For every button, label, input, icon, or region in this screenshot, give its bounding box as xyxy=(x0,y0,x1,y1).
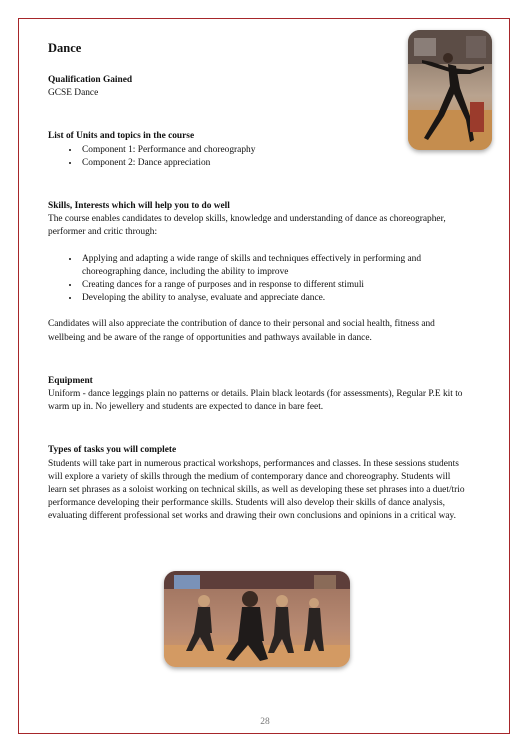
equipment-section xyxy=(48,375,468,415)
tasks-heading: Types of tasks you will complete xyxy=(48,445,177,456)
dance-class-photo xyxy=(164,571,350,667)
qualification-value: GCSE Dance xyxy=(48,88,99,99)
list-item: • Developing the ability to analyse, evaluate and appreciate dance. xyxy=(80,292,468,305)
units-heading: List of Units and topics in the course xyxy=(48,131,195,142)
qualification-heading: Qualification Gained xyxy=(48,75,133,85)
skills-section xyxy=(48,200,468,345)
list-item: • Creating dances for a range of purposes and in response to different stimuli xyxy=(80,279,468,292)
list-item: • Component 2: Dance appreciation xyxy=(80,157,468,170)
equipment-heading: Equipment xyxy=(48,375,93,386)
page-number: 28 xyxy=(260,717,270,727)
skills-heading: Skills, Interests which will help you to do well xyxy=(48,201,230,212)
list-item: • Component 1: Performance and choreography xyxy=(80,144,468,157)
tasks-text: Students will take part in numerous practical workshops, performances and classes. In these sessions students will explore a variety of skills through the medium of contemporary dance and choreography. Students will learn set phrases as a soloist working on technical skills, as well as developing these set phrases into a duet/trio performance developing their performance skills. Students will also develop their skills of dance analysis, evaluating different professional set works and drawing their own conclusions and opinions in a critical way. xyxy=(48,458,465,522)
list-item: • Applying and adapting a wide range of skills and techniques effectively in performing and choreographing dance, including the ability to improve xyxy=(80,253,468,279)
qualification-section xyxy=(48,74,468,100)
page-title: Dance xyxy=(48,41,82,55)
skills-outro: Candidates will also appreciate the contribution of dance to their personal and social health, fitness and wellbeing and be aware of the range of opportunities and pathways available in dance. xyxy=(48,319,435,343)
units-section xyxy=(48,130,468,170)
equipment-text: Uniform - dance leggings plain no patterns or details. Plain black leotards (for assessments), Regular P.E kit to warm up in. No jewellery and students are expected to dance in bare feet. xyxy=(48,389,463,413)
units-list xyxy=(48,144,468,170)
skills-list xyxy=(48,253,468,306)
tasks-section xyxy=(48,444,468,523)
main-content xyxy=(48,40,468,524)
skills-intro: The course enables candidates to develop skills, knowledge and understanding of dance as choreographer, performer and critic through: xyxy=(48,214,446,238)
